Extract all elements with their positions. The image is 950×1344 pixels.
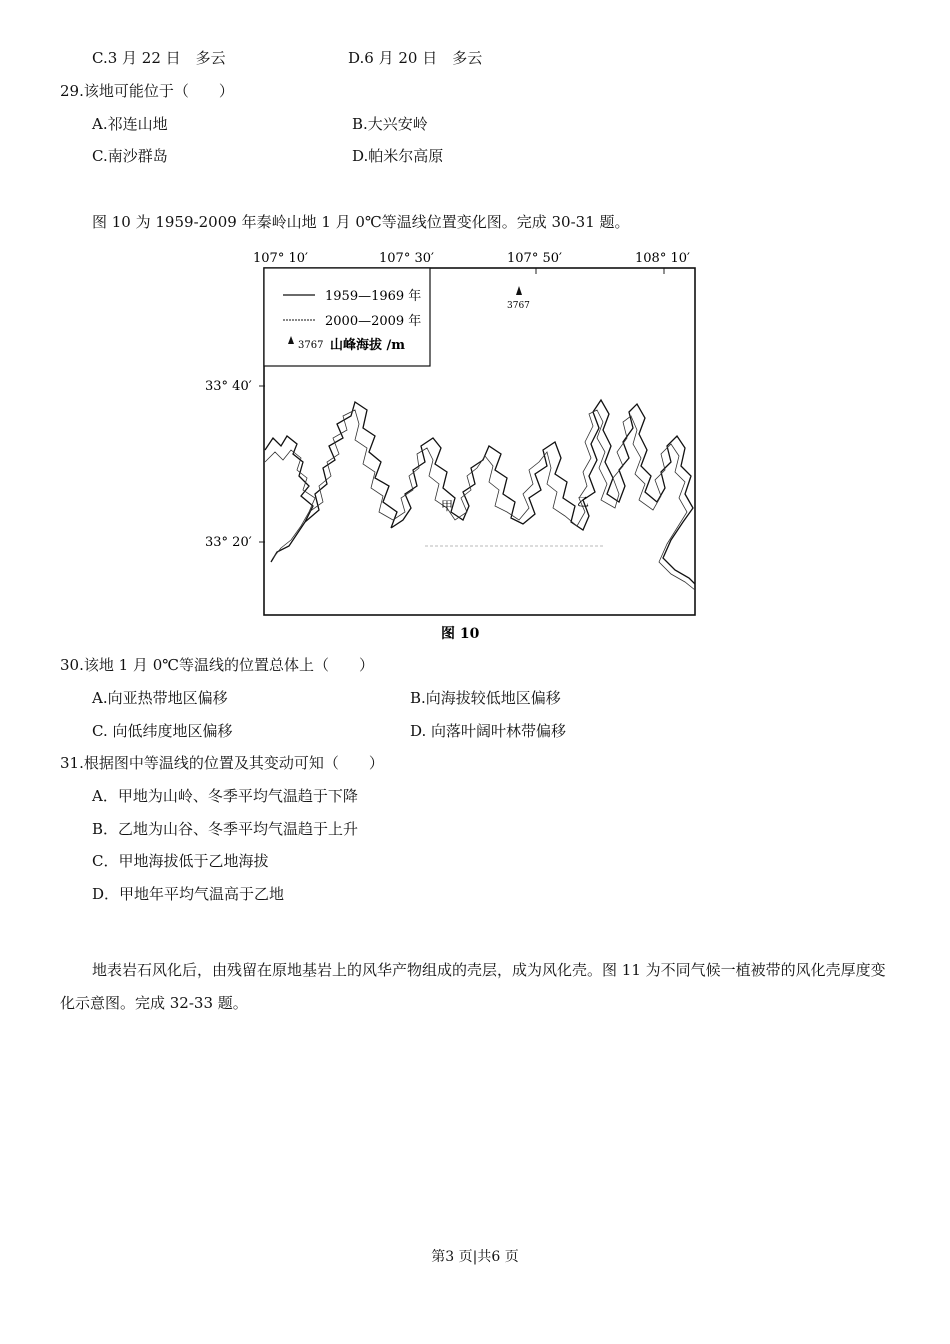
tick-top-3: 107° 50′ [507, 251, 562, 266]
peak-icon [516, 286, 522, 295]
tick-top-2: 107° 30′ [379, 251, 434, 266]
q30-option-d: D. 向落叶阔叶林带偏移 [410, 722, 567, 740]
label-yi: 乙 [577, 495, 590, 509]
q31-option-c: C．甲地海拔低于乙地海拔 [92, 852, 269, 870]
q28-option-c: C.3 月 22 日 多云 [92, 49, 226, 67]
legend-peak-label: 山峰海拔 /m [330, 338, 406, 353]
q31-stem: 31.根据图中等温线的位置及其变动可知（ ） [60, 754, 384, 772]
page-footer: 第3 页|共6 页 [431, 1249, 519, 1265]
figure-10 [205, 240, 705, 650]
q28-option-d: D.6 月 20 日 多云 [348, 49, 483, 67]
legend-peak-value: 3767 [298, 340, 324, 351]
q30-option-a: A.向亚热带地区偏移 [92, 689, 228, 707]
legend-series-2000: 2000—2009 年 [325, 314, 422, 329]
isotherm-2000-2009 [265, 410, 695, 590]
tick-top-4: 108° 10′ [635, 251, 690, 266]
q29-stem: 29.该地可能位于（ ） [60, 82, 234, 100]
q29-option-c: C.南沙群岛 [92, 147, 168, 165]
legend-series-1959: 1959—1969 年 [325, 289, 422, 304]
q31-option-a: A．甲地为山岭、冬季平均气温趋于下降 [92, 787, 358, 805]
figure-10-map [205, 240, 705, 650]
peak-value: 3767 [507, 301, 530, 311]
label-jia: 甲 [441, 499, 454, 513]
figure10-intro: 图 10 为 1959-2009 年秦岭山地 1 月 0℃等温线位置变化图。完成 30-31 题。 [92, 213, 630, 231]
figure-caption: 图 10 [441, 626, 480, 642]
q30-option-c: C. 向低纬度地区偏移 [92, 722, 233, 740]
isotherm-1959-1969 [265, 400, 695, 584]
q30-stem: 30.该地 1 月 0℃等温线的位置总体上（ ） [60, 656, 375, 674]
q29-option-b: B.大兴安岭 [352, 115, 428, 133]
q31-option-b: B．乙地为山谷、冬季平均气温趋于上升 [92, 820, 359, 838]
tick-top-1: 107° 10′ [253, 251, 308, 266]
tick-left-2: 33° 20′ [205, 535, 252, 550]
tick-left-1: 33° 40′ [205, 379, 252, 394]
figure11-intro: 地表岩石风化后，由残留在原地基岩上的风华产物组成的壳层，成为风化壳。图 11 为不同气候一植被带的风化壳厚度变化示意图。完成 32-33 题。 [60, 961, 886, 1012]
q29-option-a: A.祁连山地 [92, 115, 168, 133]
q31-option-d: D．甲地年平均气温高于乙地 [92, 885, 285, 903]
q29-option-d: D.帕米尔高原 [352, 147, 444, 165]
q30-option-b: B.向海拔较低地区偏移 [410, 689, 561, 707]
